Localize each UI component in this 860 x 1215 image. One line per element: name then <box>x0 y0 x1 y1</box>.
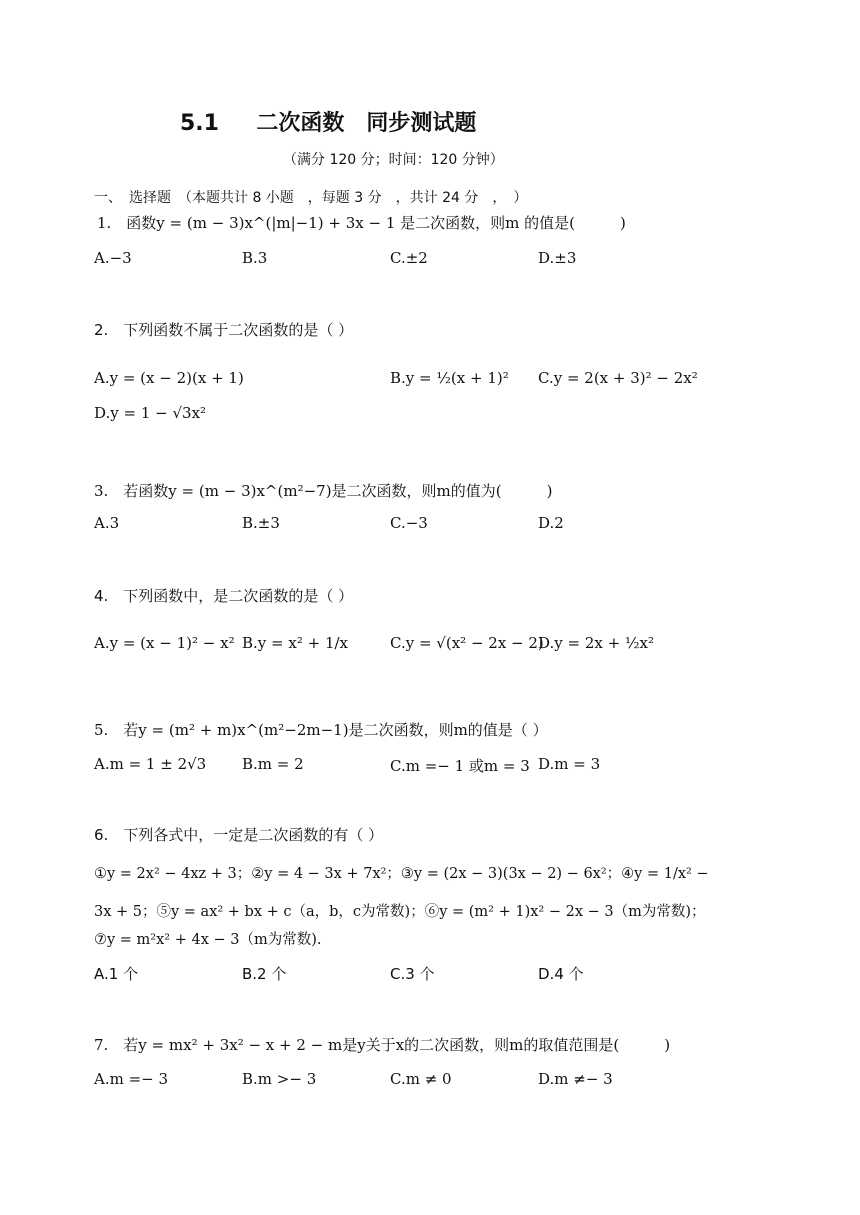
question-2-stem: 2. 下列函数不属于二次函数的是（ ） <box>94 321 354 339</box>
page-title <box>180 106 476 137</box>
q3-option-a: A.3 <box>94 514 120 532</box>
q6-option-a: A.1 个 <box>94 965 139 983</box>
q4-option-d: D.y = 2x + ½x² <box>538 634 654 652</box>
q7-option-b: B.m >− 3 <box>242 1070 317 1088</box>
title-text: 二次函数 同步测试题 <box>256 111 477 136</box>
q4-option-a: A.y = (x − 1)² − x² <box>94 634 235 652</box>
q6-option-c: C.3 个 <box>390 965 435 983</box>
q4-option-b: B.y = x² + 1/x <box>242 634 349 652</box>
question-7-stem: 7. 若y = mx² + 3x² − x + 2 − m是y关于x的二次函数，则m的取值范围是( ) <box>94 1036 671 1054</box>
q7-option-a: A.m =− 3 <box>94 1070 169 1088</box>
title-number: 5.1 <box>180 111 219 136</box>
q7-option-c: C.m ≠ 0 <box>390 1070 452 1088</box>
q2-option-c: C.y = 2(x + 3)² − 2x² <box>538 369 698 387</box>
q6-option-b: B.2 个 <box>242 965 287 983</box>
q1-option-b: B.3 <box>242 249 268 267</box>
question-6-stem: 6. 下列各式中，一定是二次函数的有（ ） <box>94 826 384 844</box>
q3-option-d: D.2 <box>538 514 564 532</box>
q5-option-c: C.m =− 1 或m = 3 <box>390 757 530 775</box>
q5-option-d: D.m = 3 <box>538 755 601 773</box>
q7-option-d: D.m ≠− 3 <box>538 1070 613 1088</box>
question-1-stem: 1. 函数y = (m − 3)x^(|m|−1) + 3x − 1 是二次函数，则m 的值是( ) <box>97 214 626 232</box>
q2-option-b: B.y = ½(x + 1)² <box>390 369 509 387</box>
q5-option-b: B.m = 2 <box>242 755 304 773</box>
section-heading: 一、 选择题 （本题共计 8 小题 ，每题 3 分 ，共计 24 分 ， ） <box>94 190 528 206</box>
question-4-stem: 4. 下列函数中，是二次函数的是（ ） <box>94 587 354 605</box>
q6-line-1: ①y = 2x² − 4xz + 3；②y = 4 − 3x + 7x²；③y = (2x − 3)(3x − 2) − 6x²；④y = 1/x² − <box>94 866 709 882</box>
q1-option-c: C.±2 <box>390 249 428 267</box>
question-5-stem: 5. 若y = (m² + m)x^(m²−2m−1)是二次函数，则m的值是（ ） <box>94 721 548 739</box>
q6-line-2: 3x + 5；⑤y = ax² + bx + c（a，b，c为常数)；⑥y = (m² + 1)x² − 2x − 3（m为常数)； <box>94 904 706 920</box>
q6-line-3: ⑦y = m²x² + 4x − 3（m为常数). <box>94 932 322 948</box>
q1-option-d: D.±3 <box>538 249 577 267</box>
subtitle: （满分 120 分；时间：120 分钟） <box>283 152 504 168</box>
q3-option-c: C.−3 <box>390 514 428 532</box>
q3-option-b: B.±3 <box>242 514 280 532</box>
q2-option-d: D.y = 1 − √3x² <box>94 404 207 422</box>
q6-option-d: D.4 个 <box>538 965 584 983</box>
question-3-stem: 3. 若函数y = (m − 3)x^(m²−7)是二次函数，则m的值为( ) <box>94 482 553 500</box>
q2-option-a: A.y = (x − 2)(x + 1) <box>94 369 244 387</box>
q1-option-a: A.−3 <box>94 249 132 267</box>
q4-option-c: C.y = √(x² − 2x − 2) <box>390 634 544 652</box>
q5-option-a: A.m = 1 ± 2√3 <box>94 755 207 773</box>
